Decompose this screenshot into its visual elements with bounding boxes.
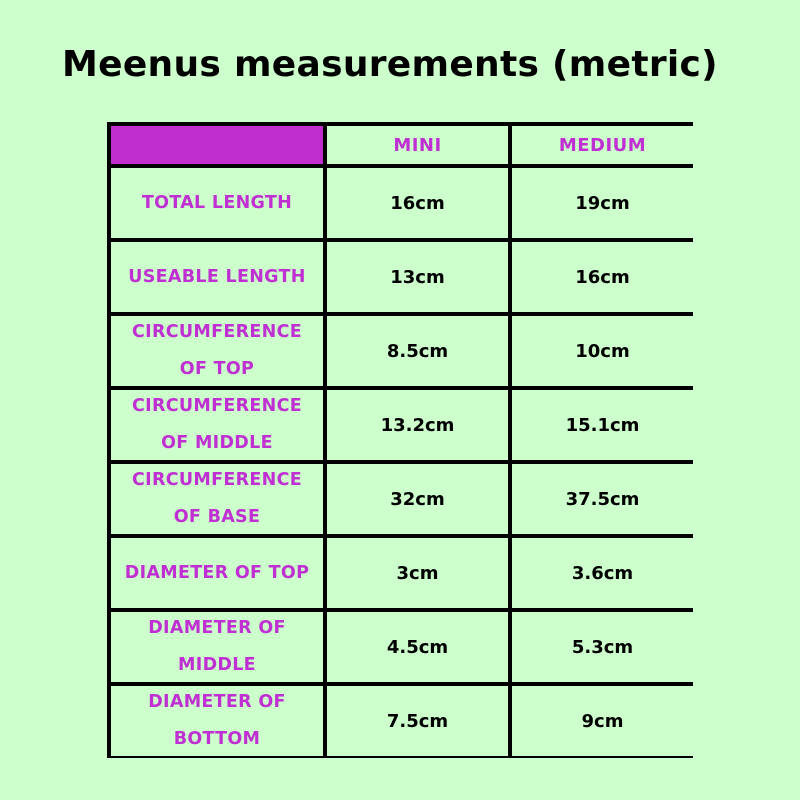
mini-value: 13cm	[327, 242, 508, 312]
medium-value: 5.3cm	[512, 612, 693, 682]
row-header: DIAMETER OF BOTTOM	[111, 686, 323, 756]
column-header-mini: MINI	[327, 126, 508, 164]
column-header-medium: MEDIUM	[512, 126, 693, 164]
mini-value: 3cm	[327, 538, 508, 608]
mini-value: 13.2cm	[327, 390, 508, 460]
row-header: USEABLE LENGTH	[111, 242, 323, 312]
mini-value: 16cm	[327, 168, 508, 238]
measurements-table	[107, 122, 693, 758]
medium-value: 9cm	[512, 686, 693, 756]
mini-value: 7.5cm	[327, 686, 508, 756]
row-header: TOTAL LENGTH	[111, 168, 323, 238]
table-corner-cell	[111, 126, 323, 164]
mini-value: 32cm	[327, 464, 508, 534]
medium-value: 16cm	[512, 242, 693, 312]
row-header: CIRCUMFERENCE OF BASE	[111, 464, 323, 534]
row-header: CIRCUMFERENCE OF MIDDLE	[111, 390, 323, 460]
mini-value: 8.5cm	[327, 316, 508, 386]
medium-value: 37.5cm	[512, 464, 693, 534]
medium-value: 15.1cm	[512, 390, 693, 460]
medium-value: 10cm	[512, 316, 693, 386]
medium-value: 19cm	[512, 168, 693, 238]
row-header: CIRCUMFERENCE OF TOP	[111, 316, 323, 386]
row-header: DIAMETER OF TOP	[111, 538, 323, 608]
row-header: DIAMETER OF MIDDLE	[111, 612, 323, 682]
page-title: Meenus measurements (metric)	[62, 44, 718, 85]
medium-value: 3.6cm	[512, 538, 693, 608]
mini-value: 4.5cm	[327, 612, 508, 682]
